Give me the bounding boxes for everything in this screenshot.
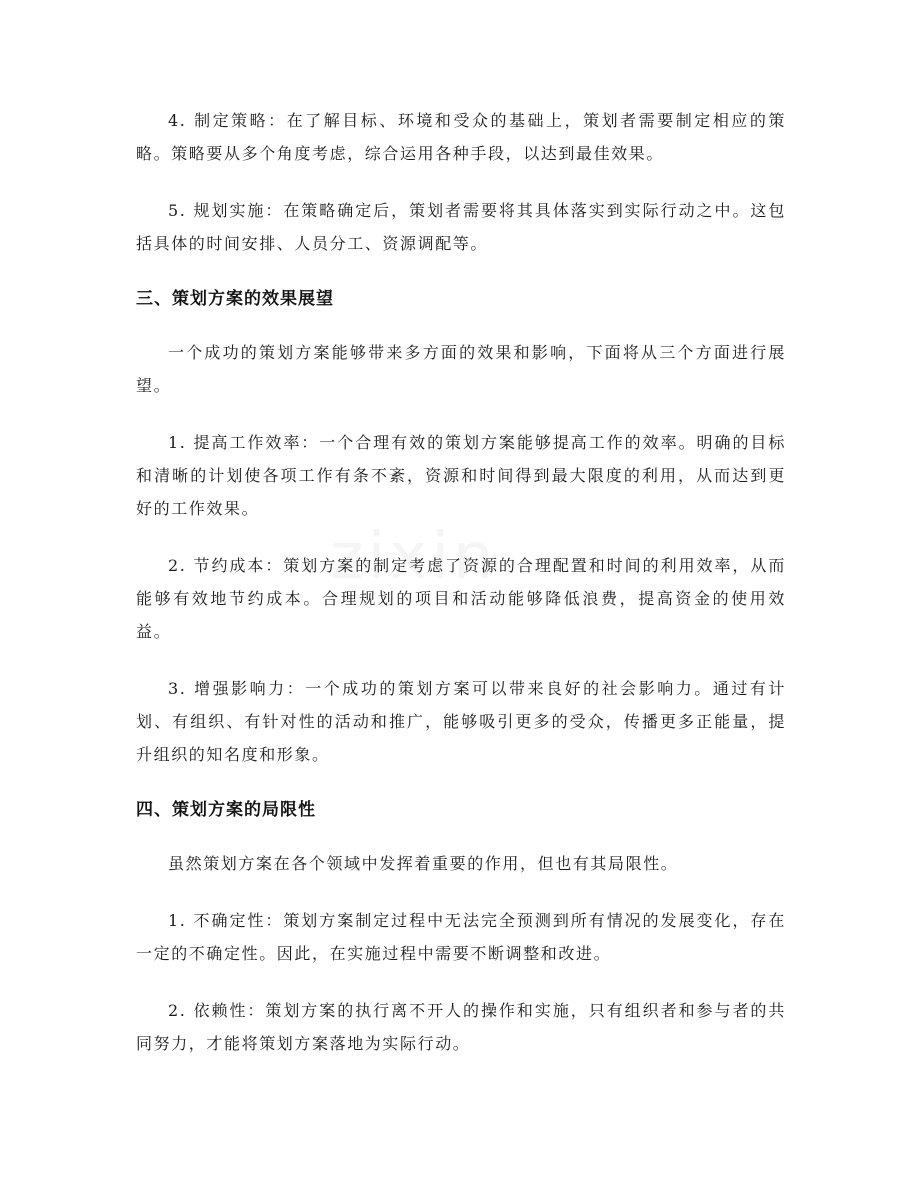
paragraph-effect-3: 3. 增强影响力：一个成功的策划方案可以带来良好的社会影响力。通过有计划、有组织、有针对性的活动和推广，能够吸引更多的受众，传播更多正能量，提升组织的知名度和形象。: [136, 679, 786, 764]
paragraph-effect-1: 1. 提高工作效率：一个合理有效的策划方案能够提高工作的效率。明确的目标和清晰的计划使各项工作有条不紊，资源和时间得到最大限度的利用，从而达到更好的工作效果。: [136, 433, 786, 518]
paragraph-strategy-step-4: 4. 制定策略：在了解目标、环境和受众的基础上，策划者需要制定相应的策略。策略要从多个角度考虑，综合运用各种手段，以达到最佳效果。: [136, 111, 786, 163]
paragraph-effects-intro: 一个成功的策划方案能够带来多方面的效果和影响，下面将从三个方面进行展望。: [136, 343, 786, 395]
paragraph-limitation-2: 2. 依赖性：策划方案的执行离不开人的操作和实施，只有组织者和参与者的共同努力，才能将策划方案落地为实际行动。: [136, 1001, 786, 1053]
watermark: zixin: [330, 520, 498, 594]
section-heading-limitations: 四、策划方案的局限性: [136, 800, 316, 820]
paragraph-limitation-1: 1. 不确定性：策划方案制定过程中无法完全预测到所有情况的发展变化，存在一定的不确定性。因此，在实施过程中需要不断调整和改进。: [136, 911, 786, 963]
paragraph-effect-2: 2. 节约成本：策划方案的制定考虑了资源的合理配置和时间的利用效率，从而能够有效地节约成本。合理规划的项目和活动能够降低浪费，提高资金的使用效益。: [136, 556, 786, 641]
paragraph-strategy-step-5: 5. 规划实施：在策略确定后，策划者需要将其具体落实到实际行动之中。这包括具体的时间安排、人员分工、资源调配等。: [136, 201, 786, 253]
document-body: [136, 104, 786, 1084]
paragraph-limitations-intro: 虽然策划方案在各个领域中发挥着重要的作用，但也有其局限性。: [168, 854, 679, 873]
section-heading-effects: 三、策划方案的效果展望: [136, 289, 334, 309]
